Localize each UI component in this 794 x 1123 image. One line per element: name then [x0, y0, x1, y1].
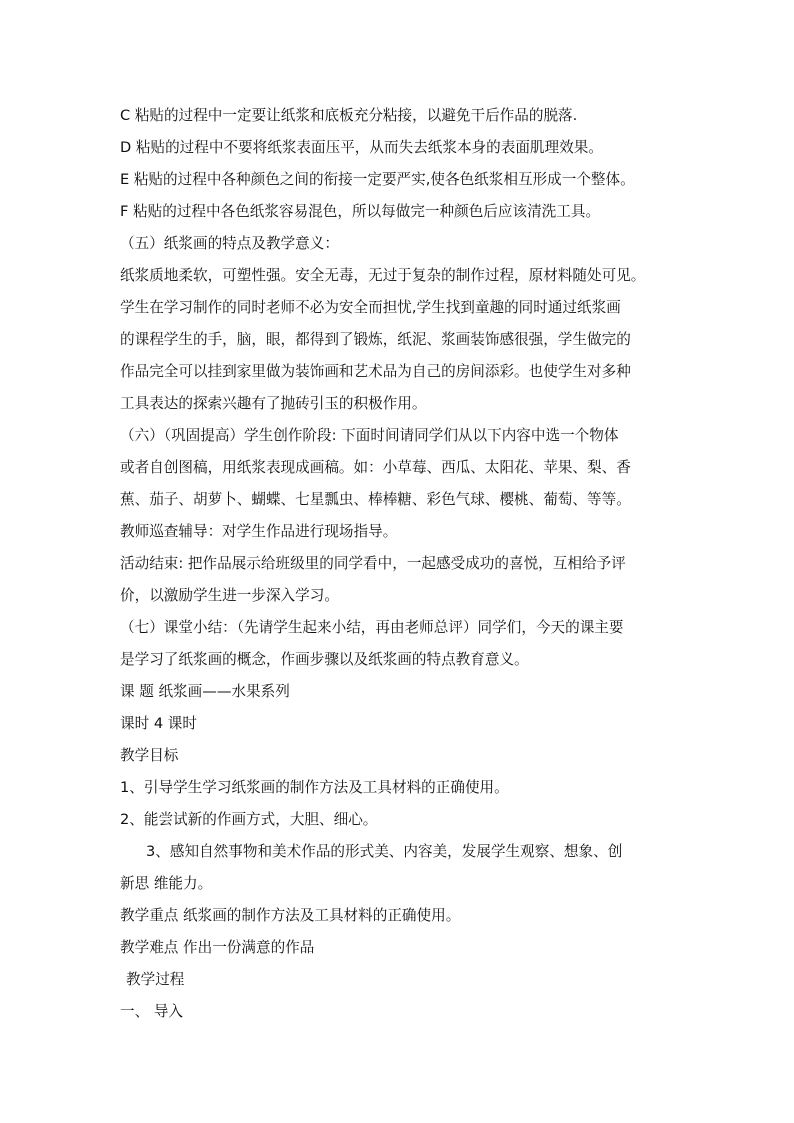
- section-heading: 一、 导入: [120, 1003, 184, 1020]
- text-line: 的课程学生的手，脑，眼，都得到了锻炼，纸泥、浆画装饰感很强，学生做完的: [120, 331, 631, 348]
- text-line: 作品完全可以挂到家里做为装饰画和艺术品为自己的房间添彩。也使学生对多种: [120, 363, 631, 380]
- text-line: 是学习了纸浆画的概念，作画步骤以及纸浆画的特点教育意义。: [120, 651, 529, 668]
- list-item: 2、能尝试新的作画方式，大胆、细心。: [120, 811, 378, 828]
- text-line: 教学重点 纸浆画的制作方法及工具材料的正确使用。: [120, 907, 461, 924]
- text-line: 活动结束: 把作品展示给班级里的同学看中，一起感受成功的喜悦，互相给予评: [120, 555, 626, 572]
- lesson-hours: 课时 4 课时: [120, 715, 197, 732]
- text-line: 工具表达的探索兴趣有了抛砖引玉的积极作用。: [120, 395, 427, 412]
- list-item: 3、感知自然事物和美术作品的形式美、内容美，发展学生观察、想象、创: [146, 843, 623, 860]
- text-line: 新思 维能力。: [120, 875, 213, 892]
- section-heading: （六）（巩固提高）学生创作阶段: 下面时间请同学们从以下内容中选一个物体: [120, 427, 619, 444]
- text-line: F 粘贴的过程中各色纸浆容易混色，所以每做完一种颜色后应该清洗工具。: [120, 203, 601, 220]
- text-line: 价，以激励学生进一步深入学习。: [120, 587, 339, 604]
- text-line: 纸浆质地柔软，可塑性强。安全无毒，无过于复杂的制作过程，原材料随处可见。: [120, 267, 646, 284]
- list-item: 1、引导学生学习纸浆画的制作方法及工具材料的正确使用。: [120, 779, 509, 796]
- section-heading: 教学过程: [126, 971, 185, 988]
- text-line: 学生在学习制作的同时老师不必为安全而担忧,学生找到童趣的同时通过纸浆画: [120, 299, 621, 316]
- text-line: 蕉、茄子、胡萝卜、蝴蝶、七星瓢虫、棒棒糖、彩色气球、樱桃、葡萄、等等。: [120, 491, 631, 508]
- text-line: 教学难点 作出一份满意的作品: [120, 939, 315, 956]
- text-line: E 粘贴的过程中各种颜色之间的衔接一定要严实,使各色纸浆相互形成一个整体。: [120, 171, 635, 188]
- section-heading: （五）纸浆画的特点及教学意义：: [120, 235, 339, 252]
- section-heading: （七）课堂小结：（先请学生起来小结，再由老师总评）同学们，今天的课主要: [120, 619, 624, 636]
- text-line: C 粘贴的过程中一定要让纸浆和底板充分粘接，以避免干后作品的脱落.: [120, 107, 578, 124]
- section-heading: 教学目标: [120, 747, 179, 764]
- text-line: 教师巡查辅导：对学生作品进行现场指导。: [120, 523, 398, 540]
- lesson-title: 课 题 纸浆画——水果系列: [120, 683, 290, 700]
- text-line: D 粘贴的过程中不要将纸浆表面压平，从而失去纸浆本身的表面肌理效果。: [120, 139, 603, 156]
- text-line: 或者自创图稿，用纸浆表现成画稿。如：小草莓、西瓜、太阳花、苹果、梨、香: [120, 459, 631, 476]
